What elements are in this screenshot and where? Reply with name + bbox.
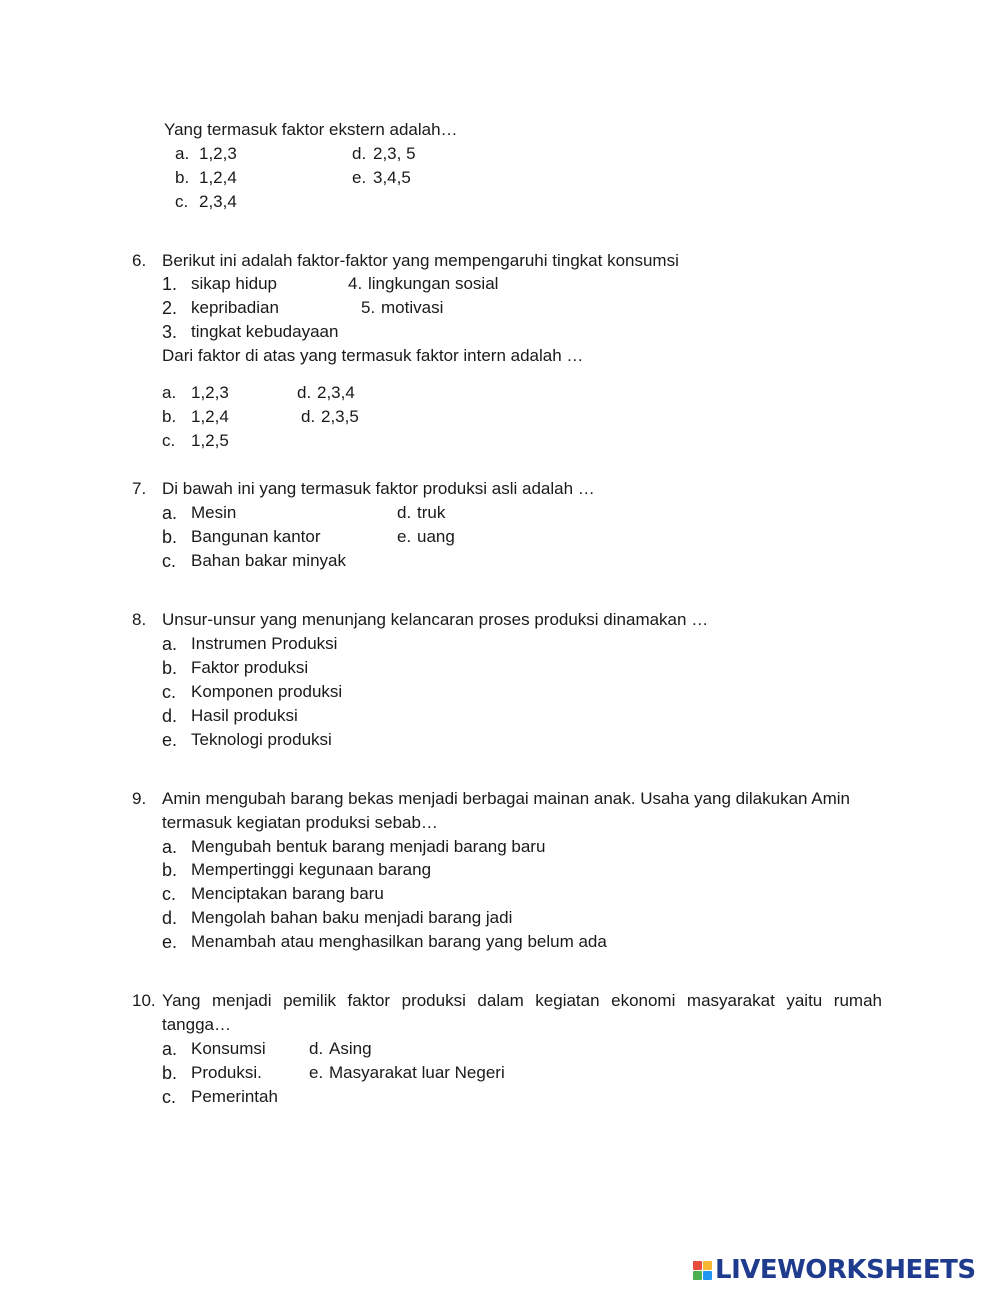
item-text: lingkungan sosial	[368, 274, 499, 293]
question-6-stem: Berikut ini adalah faktor-faktor yang mempengaruhi tingkat konsumsi	[162, 251, 679, 270]
option-text: Mengubah bentuk barang menjadi barang baru	[191, 837, 546, 856]
option-text: Menambah atau menghasilkan barang yang belum ada	[191, 932, 607, 951]
question-number: 10.	[132, 991, 156, 1010]
option-marker: e.	[309, 1063, 324, 1082]
option-marker: d.	[301, 407, 316, 426]
option-text: Produksi.	[191, 1063, 262, 1082]
option-marker: a.	[162, 383, 177, 402]
option-text: 2,3,4	[317, 383, 355, 402]
question-5-stem: Yang termasuk faktor ekstern adalah…	[164, 120, 458, 139]
option-text: Faktor produksi	[191, 658, 309, 677]
question-number: 6.	[132, 251, 147, 270]
option-text: 1,2,3	[199, 144, 237, 163]
option-text: Komponen produksi	[191, 682, 343, 701]
option-marker: c.	[162, 1087, 177, 1107]
option-marker: a.	[175, 144, 190, 163]
item-text: sikap hidup	[191, 274, 278, 293]
question-9-stem-line-2: termasuk kegiatan produksi sebab…	[162, 813, 438, 832]
option-text: Menciptakan barang baru	[191, 884, 384, 903]
option-marker: d.	[397, 503, 412, 522]
item-text: motivasi	[381, 298, 444, 317]
option-text: 1,2,4	[191, 407, 229, 426]
option-text: 2,3,4	[199, 192, 237, 211]
question-7-stem: Di bawah ini yang termasuk faktor produksi asli adalah …	[162, 479, 595, 498]
option-marker: d.	[309, 1039, 324, 1058]
option-marker: e.	[162, 730, 178, 750]
option-text: uang	[417, 527, 455, 546]
question-10-stem-line-2: tangga…	[162, 1015, 231, 1034]
option-marker: c.	[162, 551, 177, 571]
item-marker: 1.	[162, 274, 178, 294]
item-marker: 5.	[361, 298, 376, 317]
option-marker: d.	[297, 383, 312, 402]
option-marker: b.	[162, 527, 178, 547]
option-text: truk	[417, 503, 446, 522]
question-10-stem-line-1: Yang menjadi pemilik faktor produksi dalam kegiatan ekonomi masyarakat yaitu rumah	[162, 991, 882, 1010]
option-text: 1,2,4	[199, 168, 237, 187]
question-8-stem: Unsur-unsur yang menunjang kelancaran proses produksi dinamakan …	[162, 610, 709, 629]
option-text: Konsumsi	[191, 1039, 266, 1058]
option-marker: d.	[162, 908, 178, 928]
question-number: 8.	[132, 610, 147, 629]
option-text: Mengolah bahan baku menjadi barang jadi	[191, 908, 513, 927]
option-marker: a.	[162, 634, 178, 654]
option-marker: e.	[397, 527, 412, 546]
logo-grid-icon	[693, 1261, 712, 1280]
option-text: Mesin	[191, 503, 237, 522]
option-marker: a.	[162, 1039, 178, 1059]
option-text: 2,3,5	[321, 407, 359, 426]
option-text: Pemerintah	[191, 1087, 278, 1106]
option-marker: c.	[162, 431, 176, 450]
option-text: Bahan bakar minyak	[191, 551, 346, 570]
option-marker: c.	[162, 682, 177, 702]
option-text: 3,4,5	[373, 168, 411, 187]
liveworksheets-logo	[693, 1256, 976, 1284]
option-text: Teknologi produksi	[191, 730, 332, 749]
item-text: tingkat kebudayaan	[191, 322, 339, 341]
item-text: kepribadian	[191, 298, 279, 317]
option-text: 1,2,5	[191, 431, 229, 450]
question-9-stem-line-1: Amin mengubah barang bekas menjadi berbagai mainan anak. Usaha yang dilakukan Amin	[162, 789, 850, 808]
option-marker: b.	[175, 168, 190, 187]
option-text: Hasil produksi	[191, 706, 298, 725]
option-marker: b.	[162, 860, 178, 880]
question-number: 7.	[132, 479, 147, 498]
option-marker: e.	[352, 168, 367, 187]
option-text: 1,2,3	[191, 383, 229, 402]
option-marker: c.	[175, 192, 189, 211]
question-6-subquestion: Dari faktor di atas yang termasuk faktor intern adalah …	[162, 346, 584, 365]
option-text: Masyarakat luar Negeri	[329, 1063, 505, 1082]
logo-text: LIVEWORKSHEETS	[715, 1255, 976, 1285]
option-marker: e.	[162, 932, 178, 952]
option-text: Instrumen Produksi	[191, 634, 338, 653]
option-text: Bangunan kantor	[191, 527, 321, 546]
option-marker: b.	[162, 1063, 178, 1083]
item-marker: 3.	[162, 322, 178, 342]
option-marker: a.	[162, 837, 178, 857]
option-text: 2,3, 5	[373, 144, 416, 163]
option-text: Mempertinggi kegunaan barang	[191, 860, 432, 879]
question-number: 9.	[132, 789, 147, 808]
option-marker: a.	[162, 503, 178, 523]
option-text: Asing	[329, 1039, 372, 1058]
item-marker: 4.	[348, 274, 363, 293]
option-marker: d.	[162, 706, 178, 726]
option-marker: c.	[162, 884, 177, 904]
option-marker: d.	[352, 144, 367, 163]
option-marker: b.	[162, 658, 178, 678]
option-marker: b.	[162, 407, 177, 426]
item-marker: 2.	[162, 298, 178, 318]
